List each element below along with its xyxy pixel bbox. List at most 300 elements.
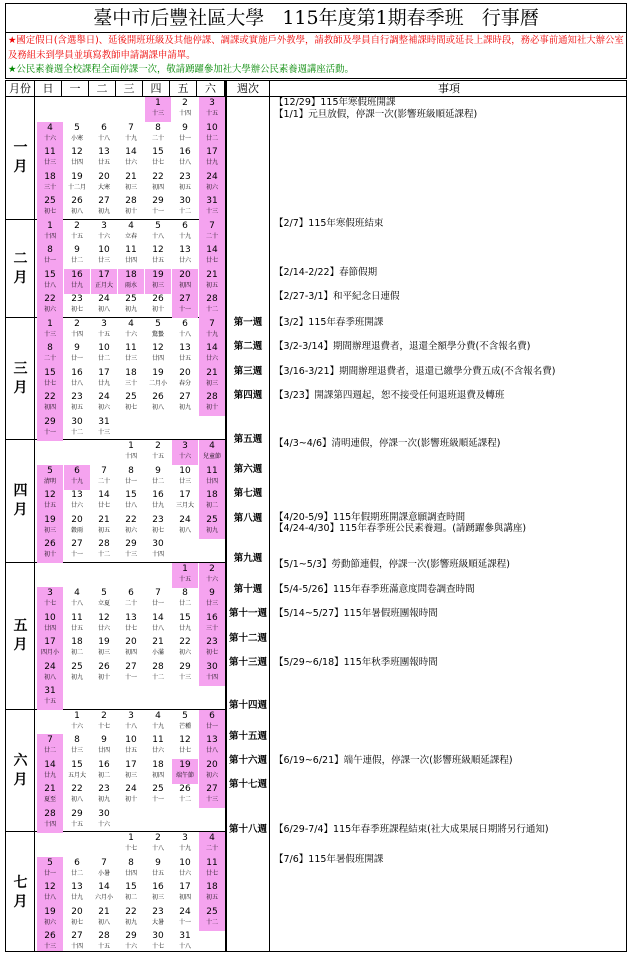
day-number: 16 <box>71 269 83 280</box>
day-number: 26 <box>44 539 56 549</box>
day-cell <box>37 391 63 416</box>
day-cell <box>64 318 90 343</box>
day-number: 18 <box>206 882 218 892</box>
day-cell <box>145 538 171 563</box>
lunar-date: 廿九 <box>178 624 191 632</box>
day-number: 28 <box>206 392 218 402</box>
day-number: 22 <box>179 637 191 647</box>
day-number: 2 <box>155 833 161 843</box>
event-item: 【6/19~6/21】端午連假，停課一次(影響班級順延課程) <box>274 755 513 766</box>
month-label: 三 月 <box>13 360 28 396</box>
lunar-date: 廿三 <box>124 355 137 362</box>
lunar-date: 十三 <box>124 551 137 558</box>
lunar-date: 初十 <box>124 796 137 803</box>
lunar-date: 十六 <box>43 134 56 142</box>
day-cell <box>91 612 117 637</box>
day-cell <box>64 146 90 171</box>
day-number: 18 <box>206 490 218 500</box>
lunar-date: 初六 <box>97 404 110 411</box>
day-number: 8 <box>128 857 134 868</box>
week-label: 第一週 <box>233 317 263 328</box>
lunar-date: 廿九 <box>43 771 56 779</box>
lunar-date: 十九 <box>151 722 164 730</box>
lunar-date: 初十 <box>97 673 110 681</box>
lunar-date: 十七 <box>97 722 110 730</box>
week-label: 第九週 <box>233 553 263 564</box>
day-cell <box>37 661 63 686</box>
day-cell <box>91 220 117 245</box>
day-number: 26 <box>71 196 83 206</box>
day-cell <box>199 171 225 196</box>
lunar-date: 三月大 <box>175 502 194 509</box>
day-number: 3 <box>182 833 188 843</box>
day-number: 10 <box>125 735 137 745</box>
day-number: 17 <box>125 759 137 770</box>
day-cell <box>118 906 144 931</box>
day-number: 25 <box>71 661 83 672</box>
day-cell <box>64 171 90 196</box>
lunar-date: 廿二 <box>205 134 218 142</box>
lunar-date: 十六 <box>124 943 137 950</box>
lunar-date: 初六 <box>205 771 218 779</box>
lunar-date: 初二 <box>97 771 110 779</box>
lunar-date: 初四 <box>178 894 191 901</box>
lunar-date: 十八 <box>70 600 83 607</box>
day-number: 17 <box>179 882 191 892</box>
day-number: 26 <box>179 784 191 794</box>
month-label: 七 月 <box>13 875 28 911</box>
lunar-date: 夏至 <box>43 796 56 803</box>
day-cell <box>199 391 225 416</box>
day-cell <box>118 244 144 269</box>
month-label: 一 月 <box>13 140 28 176</box>
day-number: 19 <box>44 514 56 525</box>
month-label: 二 月 <box>13 250 28 286</box>
day-number: 1 <box>155 98 161 108</box>
day-cell <box>64 881 90 906</box>
day-number: 16 <box>206 612 218 623</box>
lunar-date: 初八 <box>43 673 56 681</box>
lunar-date: 十二 <box>97 551 110 558</box>
lunar-date: 十八 <box>124 722 137 730</box>
day-number: 13 <box>71 882 83 892</box>
day-number: 16 <box>152 882 164 892</box>
lunar-date: 十三 <box>205 796 218 803</box>
day-number: 21 <box>44 784 56 794</box>
day-number: 4 <box>128 318 134 329</box>
week-label: 第十五週 <box>229 731 268 742</box>
lunar-date: 初四 <box>151 183 164 191</box>
day-cell <box>91 489 117 514</box>
lunar-date: 初五 <box>178 183 191 191</box>
lunar-date: 初二 <box>205 502 218 509</box>
lunar-date: 十九 <box>70 477 83 485</box>
lunar-date: 十七 <box>124 845 137 852</box>
day-number: 24 <box>98 294 110 304</box>
day-number: 17 <box>206 147 218 157</box>
day-cell <box>118 171 144 196</box>
lunar-date: 十四 <box>124 453 137 460</box>
lunar-date: 初二 <box>124 894 137 901</box>
day-cell <box>118 930 144 952</box>
day-cell <box>37 146 63 171</box>
lunar-date: 二月小 <box>148 379 167 387</box>
event-item: 【3/2】115年春季班開課 <box>274 317 384 328</box>
lunar-date: 初四 <box>124 649 137 656</box>
lunar-date: 十五 <box>70 232 83 240</box>
day-number: 9 <box>182 122 188 133</box>
day-number: 15 <box>125 882 137 892</box>
day-number: 1 <box>182 563 188 574</box>
day-number: 10 <box>98 245 110 255</box>
lunar-date: 立夏 <box>97 600 110 607</box>
day-cell <box>91 171 117 196</box>
day-number: 26 <box>152 392 164 402</box>
day-number: 22 <box>71 784 83 794</box>
day-cell <box>145 440 171 465</box>
day-cell <box>37 881 63 906</box>
lunar-date: 初十 <box>124 208 137 215</box>
day-number: 20 <box>71 514 83 525</box>
day-number: 3 <box>101 318 107 329</box>
day-number: 24 <box>125 784 137 794</box>
day-cell <box>172 881 198 906</box>
lunar-date: 廿二 <box>97 355 110 362</box>
day-number: 31 <box>179 931 191 941</box>
day-cell <box>37 783 63 808</box>
lunar-date: 十六 <box>97 232 110 240</box>
day-cell <box>199 563 225 588</box>
lunar-date: 初三 <box>124 771 137 779</box>
day-cell <box>172 342 198 367</box>
lunar-date: 廿三 <box>97 257 110 264</box>
event-item: 【2/7】115年寒假班結束 <box>274 218 384 229</box>
day-cell <box>145 759 171 784</box>
day-number: 15 <box>44 367 56 378</box>
lunar-date: 十二 <box>178 796 191 803</box>
day-cell <box>145 489 171 514</box>
day-number: 1 <box>47 318 53 329</box>
day-cell <box>91 367 117 392</box>
week-label: 第十八週 <box>229 824 268 835</box>
lunar-date: 二十 <box>205 845 218 852</box>
day-cell <box>199 195 225 220</box>
day-cell <box>199 906 225 931</box>
day-cell <box>64 416 90 441</box>
lunar-date: 廿一 <box>205 722 218 730</box>
day-number: 18 <box>125 367 137 378</box>
lunar-date: 廿一 <box>70 355 83 362</box>
lunar-date: 十九 <box>178 232 191 240</box>
day-cell <box>172 636 198 661</box>
day-cell <box>199 783 225 808</box>
event-item: 【2/14-2/22】春節假期 <box>274 267 378 278</box>
lunar-date: 十五 <box>97 330 110 338</box>
lunar-date: 初九 <box>178 404 191 411</box>
day-number: 2 <box>182 98 188 108</box>
day-number: 14 <box>98 882 110 892</box>
day-cell <box>64 587 90 612</box>
day-cell <box>145 220 171 245</box>
lunar-date: 廿四 <box>151 355 164 362</box>
lunar-date: 十九 <box>178 845 191 852</box>
header-month: 月份 <box>6 81 35 97</box>
day-cell <box>199 318 225 343</box>
day-number: 23 <box>179 171 191 182</box>
lunar-date: 初四 <box>178 281 191 289</box>
day-cell <box>64 783 90 808</box>
lunar-date: 十三 <box>178 673 191 681</box>
day-cell <box>118 293 144 318</box>
day-number: 5 <box>155 318 161 329</box>
day-number: 2 <box>155 441 161 451</box>
day-cell <box>172 783 198 808</box>
day-number: 26 <box>98 661 110 672</box>
day-number: 12 <box>152 343 164 353</box>
lunar-date: 廿八 <box>151 624 164 632</box>
week-label: 第十週 <box>233 584 263 595</box>
lunar-date: 十五 <box>70 820 83 828</box>
lunar-date: 廿九 <box>70 894 83 901</box>
lunar-date: 十四 <box>43 232 56 240</box>
lunar-date: 初六 <box>43 918 56 926</box>
day-cell <box>64 514 90 539</box>
day-cell <box>91 244 117 269</box>
week-label: 第十三週 <box>229 657 268 668</box>
lunar-date: 廿三 <box>70 747 83 754</box>
week-label: 第三週 <box>233 366 263 377</box>
lunar-date: 廿四 <box>205 477 218 485</box>
day-cell <box>145 881 171 906</box>
lunar-date: 十四 <box>43 820 56 828</box>
day-number: 19 <box>179 759 191 770</box>
lunar-date: 三十 <box>124 379 137 387</box>
lunar-date: 初九 <box>97 796 110 803</box>
event-item: 【4/20-5/9】115年假期班開課意願調查時間 <box>274 512 466 523</box>
day-cell <box>91 906 117 931</box>
day-number: 8 <box>47 343 53 353</box>
day-number: 22 <box>125 514 137 525</box>
lunar-date: 初五 <box>205 281 218 289</box>
header-day-sat: 六 <box>197 81 225 97</box>
day-cell <box>145 342 171 367</box>
day-cell <box>37 318 63 343</box>
lunar-date: 廿八 <box>178 159 191 166</box>
day-number: 10 <box>206 122 218 133</box>
day-number: 9 <box>209 588 215 598</box>
lunar-date: 十四 <box>205 673 218 681</box>
day-number: 19 <box>44 906 56 917</box>
lunar-date: 初五 <box>97 526 110 534</box>
day-number: 14 <box>125 147 137 157</box>
day-number: 27 <box>206 784 218 794</box>
lunar-date: 十一 <box>151 208 164 215</box>
lunar-date: 十六 <box>124 330 137 338</box>
lunar-date: 五月大 <box>67 771 86 779</box>
day-number: 23 <box>71 392 83 402</box>
day-cell <box>91 342 117 367</box>
event-item: 【5/1~5/3】勞動節連假，停課一次(影響班級順延課程) <box>274 559 510 570</box>
day-number: 31 <box>206 196 218 206</box>
day-cell <box>172 710 198 735</box>
lunar-date: 兒童節 <box>202 453 221 460</box>
day-number: 27 <box>179 294 191 304</box>
day-number: 6 <box>101 122 107 133</box>
lunar-date: 初十 <box>43 551 56 558</box>
lunar-date: 穀雨 <box>70 526 83 534</box>
lunar-date: 廿六 <box>151 747 164 754</box>
lunar-date: 雨水 <box>124 281 137 289</box>
day-number: 9 <box>155 465 161 476</box>
day-cell <box>64 906 90 931</box>
day-number: 8 <box>74 735 80 745</box>
day-cell <box>91 759 117 784</box>
day-number: 8 <box>128 465 134 476</box>
lunar-date: 十一 <box>43 428 56 436</box>
day-number: 10 <box>179 465 191 476</box>
lunar-date: 廿九 <box>97 379 110 387</box>
lunar-date: 立春 <box>124 232 137 240</box>
day-cell <box>91 416 117 441</box>
day-cell <box>118 269 144 294</box>
week-label: 第十二週 <box>229 633 268 644</box>
day-number: 12 <box>44 490 56 500</box>
day-cell <box>199 146 225 171</box>
day-number: 25 <box>206 514 218 525</box>
day-cell <box>199 734 225 759</box>
day-number: 20 <box>179 269 191 280</box>
day-cell <box>172 514 198 539</box>
day-cell <box>37 759 63 784</box>
day-cell <box>172 465 198 490</box>
day-number: 10 <box>179 857 191 868</box>
day-cell <box>118 342 144 367</box>
day-cell <box>172 734 198 759</box>
day-number: 2 <box>209 563 215 574</box>
lunar-date: 廿三 <box>43 159 56 166</box>
day-number: 28 <box>98 539 110 549</box>
day-cell <box>199 293 225 318</box>
event-item: 【4/3~4/6】清明連假，停課一次(影響班級順延課程) <box>274 438 501 449</box>
lunar-date: 十二 <box>70 428 83 436</box>
day-cell <box>199 636 225 661</box>
lunar-date: 廿五 <box>151 869 164 877</box>
day-cell <box>37 489 63 514</box>
day-cell <box>199 244 225 269</box>
lunar-date: 十九 <box>124 134 137 142</box>
day-cell <box>118 587 144 612</box>
day-cell <box>145 269 171 294</box>
lunar-date: 十六 <box>205 575 218 583</box>
lunar-date: 十二 <box>178 208 191 215</box>
day-number: 14 <box>152 612 164 623</box>
day-number: 22 <box>125 906 137 917</box>
day-number: 5 <box>47 857 53 868</box>
day-number: 26 <box>44 931 56 941</box>
day-number: 24 <box>179 514 191 525</box>
day-cell <box>91 857 117 882</box>
lunar-date: 十二 <box>205 306 218 313</box>
lunar-date: 廿五 <box>151 257 164 264</box>
lunar-date: 十三 <box>97 428 110 436</box>
lunar-date: 廿一 <box>43 257 56 264</box>
lunar-date: 十七 <box>43 600 56 607</box>
lunar-date: 十三 <box>43 943 56 950</box>
lunar-date: 初九 <box>124 918 137 926</box>
lunar-date: 廿七 <box>205 869 218 877</box>
lunar-date: 廿五 <box>178 355 191 362</box>
day-cell <box>145 367 171 392</box>
lunar-date: 初六 <box>178 649 191 656</box>
lunar-date: 廿八 <box>205 747 218 754</box>
lunar-date: 廿四 <box>97 747 110 754</box>
day-number: 12 <box>44 882 56 892</box>
lunar-date: 初十 <box>205 404 218 411</box>
day-number: 5 <box>155 220 161 231</box>
day-cell <box>91 808 117 833</box>
day-number: 14 <box>206 245 218 255</box>
day-cell <box>199 514 225 539</box>
lunar-date: 十四 <box>70 943 83 950</box>
day-number: 28 <box>98 931 110 941</box>
day-number: 11 <box>44 147 56 157</box>
lunar-date: 廿二 <box>43 747 56 754</box>
day-cell <box>145 514 171 539</box>
day-number: 30 <box>152 931 164 941</box>
day-number: 12 <box>152 245 164 255</box>
week-label: 第十六週 <box>229 755 268 766</box>
day-cell <box>91 783 117 808</box>
day-cell <box>172 906 198 931</box>
lunar-date: 十六 <box>97 820 110 828</box>
day-number: 11 <box>125 245 137 255</box>
day-cell <box>172 930 198 952</box>
week-label: 第七週 <box>233 488 263 499</box>
day-cell <box>172 318 198 343</box>
day-cell <box>118 440 144 465</box>
day-number: 25 <box>125 294 137 304</box>
day-cell <box>64 195 90 220</box>
day-cell <box>37 220 63 245</box>
day-number: 23 <box>152 906 164 917</box>
lunar-date: 十四 <box>70 330 83 338</box>
day-number: 16 <box>179 147 191 157</box>
day-number: 4 <box>209 833 215 843</box>
lunar-date: 十二月 <box>67 183 86 191</box>
day-number: 13 <box>125 612 137 623</box>
lunar-date: 十八 <box>178 330 191 338</box>
day-number: 23 <box>152 514 164 525</box>
day-cell <box>64 538 90 563</box>
lunar-date: 廿六 <box>70 502 83 509</box>
day-cell <box>118 538 144 563</box>
day-cell <box>37 857 63 882</box>
lunar-date: 三十 <box>43 183 56 191</box>
day-cell <box>145 636 171 661</box>
day-number: 10 <box>98 343 110 353</box>
day-cell <box>172 171 198 196</box>
day-number: 30 <box>71 416 83 427</box>
day-cell <box>145 195 171 220</box>
day-number: 31 <box>98 416 110 427</box>
lunar-date: 廿一 <box>124 477 137 485</box>
lunar-date: 初六 <box>43 306 56 313</box>
day-cell <box>64 808 90 833</box>
day-number: 6 <box>182 220 188 231</box>
lunar-date: 廿二 <box>70 257 83 264</box>
lunar-date: 廿二 <box>70 869 83 877</box>
day-number: 30 <box>98 808 110 819</box>
